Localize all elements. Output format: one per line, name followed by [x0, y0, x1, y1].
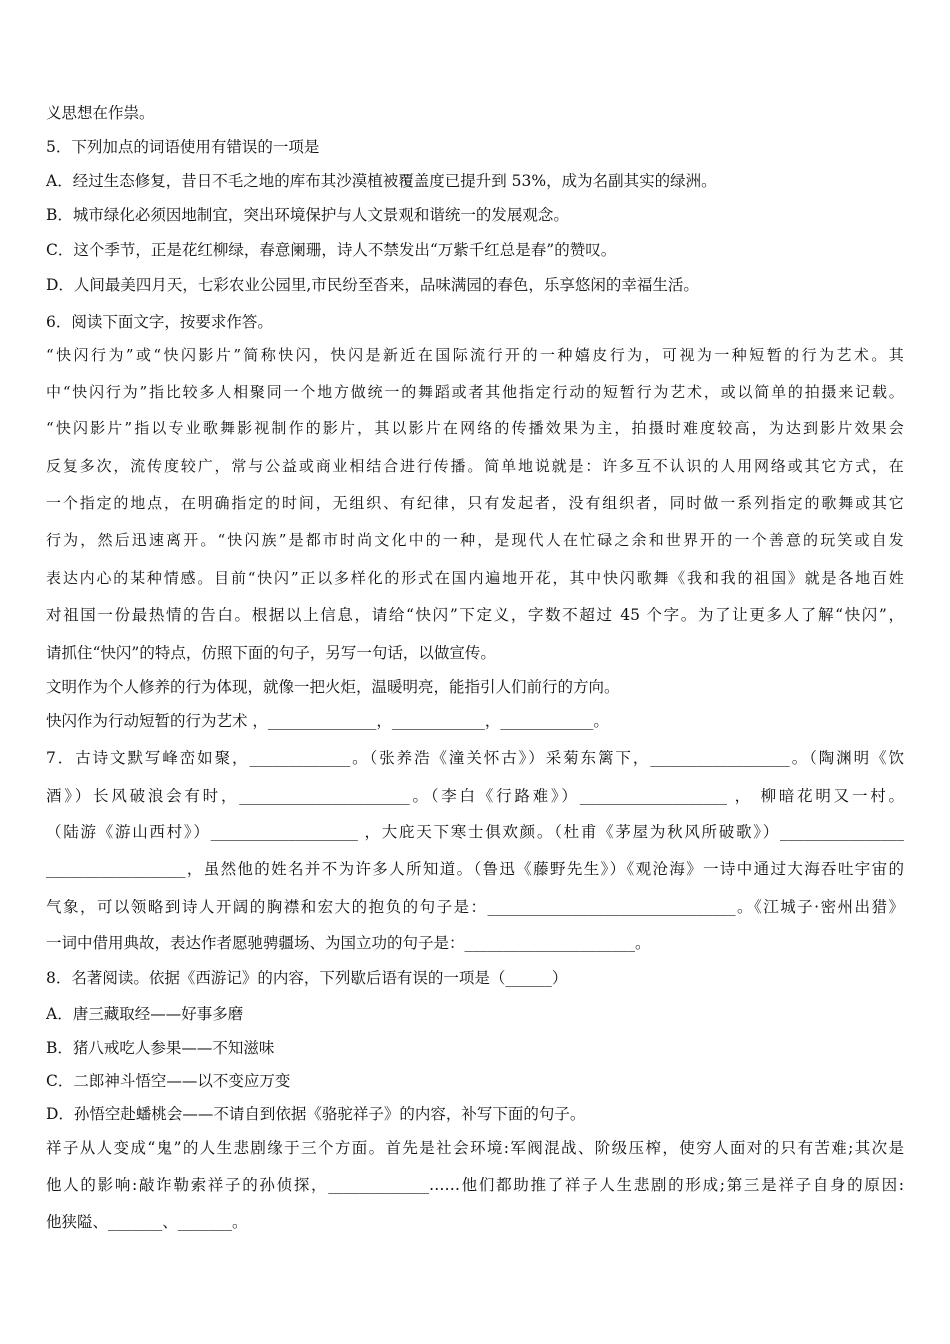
- q8-option-c: C．二郎神斗悟空——以不变应万变: [46, 1072, 291, 1090]
- q6-passage-line: “快闪行为”或“快闪影片”简称快闪，快闪是新近在国际流行开的一种嬉皮行为，可视为一种短暂的行为艺术。其: [46, 346, 904, 364]
- q7-line: __________________，虽然他的姓名并不为许多人所知道。（鲁迅《藤野先生》）《观沧海》一诗中通过大海吞吐宇宙的: [46, 860, 904, 878]
- q7-line: 气象，可以领略到诗人开阔的胸襟和宏大的抱负的句子是：________________________________。《江城子·密州出猎》: [46, 898, 904, 916]
- q6-passage-line: 反复多次，流传度较广，常与公益或商业相结合进行传播。简单地说就是：许多互不认识的人用网络或其它方式，在: [46, 457, 904, 475]
- q5-option-a: A．经过生态修复，昔日不毛之地的库布其沙漠植被覆盖度已提升到 53%，成为名副其实的绿洲。: [46, 172, 717, 190]
- q7-line: 7．古诗文默写峰峦如聚，_____________。（张养浩《潼关怀古》）采菊东篱下，__________________。（陶渊明《饮: [46, 749, 904, 767]
- q6-passage-line: “快闪影片”指以专业歌舞影视制作的影片，其以影片在网络的传播效果为主，拍摄时难度较高，为达到影片效果会: [46, 419, 904, 437]
- q5-stem: 5．下列加点的词语使用有错误的一项是: [46, 138, 320, 156]
- q5-option-b: B．城市绿化必须因地制宜，突出环境保护与人文景观和谐统一的发展观念。: [46, 206, 569, 224]
- q4-tail: 义思想在作祟。: [46, 104, 155, 122]
- q7-line: （陆游《游山西村》）___________________ ，大庇天下寒士俱欢颜。（杜甫《茅屋为秋风所破歌》）________________: [46, 823, 904, 841]
- q6-passage-line: 行为，然后迅速离开。“快闪族”是都市时尚文化中的一种，是现代人在忙碌之余和世界开的一个善意的玩笑或自发: [46, 531, 904, 549]
- q8-xiangzi-line: 祥子从人变成“鬼”的人生悲剧缘于三个方面。首先是社会环境:军阀混战、阶级压榨，使穷人面对的只有苦难;其次是: [46, 1139, 904, 1157]
- q6-task-line: 请抓住“快闪”的特点，仿照下面的句子，另写一句话，以做宣传。: [46, 644, 496, 662]
- q8-stem: 8．名著阅读。依据《西游记》的内容，下列歇后语有误的一项是（______）: [46, 969, 568, 987]
- q8-xiangzi-line: 他狭隘、_______、_______。: [46, 1213, 248, 1231]
- q6-answer-line: 快闪作为行动短暂的行为艺术 ，______________，____________，____________。: [46, 712, 609, 730]
- q5-option-d: D．人间最美四月天，七彩农业公园里,市民纷至沓来，品味满园的春色，乐享悠闲的幸福生活。: [46, 276, 699, 294]
- q7-line: 酒》）长风破浪会有时，______________________。（李白《行路难》）___________________ ， 柳暗花明又一村。: [46, 787, 904, 805]
- q5-option-c: C．这个季节，正是花红柳绿，春意阑珊，诗人不禁发出“万紫千红总是春”的赞叹。: [46, 241, 617, 259]
- q6-passage-line: 中“快闪行为”指比较多人相聚同一个地方做统一的舞蹈或者其他指定行动的短暂行为艺术，或以简单的拍摄来记载。: [46, 383, 904, 401]
- q6-example-sentence: 文明作为个人修养的行为体现，就像一把火炬，温暖明亮，能指引人们前行的方向。: [46, 678, 620, 696]
- q8-xiangzi-line: 他人的影响:敲诈勒索祥子的孙侦探，_____________……他们都助推了祥子人生悲剧的形成;第三是祥子自身的原因:: [46, 1176, 904, 1194]
- q6-stem: 6．阅读下面文字，按要求作答。: [46, 313, 273, 331]
- q8-option-b: B．猪八戒吃人参果——不知滋味: [46, 1039, 275, 1057]
- q6-passage-line: 表达内心的某种情感。目前“快闪”正以多样化的形式在国内遍地开花，其中快闪歌舞《我和我的祖国》就是各地百姓: [46, 569, 904, 587]
- q6-passage-line: 一个指定的地点，在明确指定的时间，无组织、有纪律，只有发起者，没有组织者，同时做一系列指定的歌舞或其它: [46, 494, 904, 512]
- q7-line: 一词中借用典故，表达作者愿驰骋疆场、为国立功的句子是：______________________。: [46, 934, 651, 952]
- q8-option-d: D．孙悟空赴蟠桃会——不请自到依据《骆驼祥子》的内容，补写下面的句子。: [46, 1105, 586, 1123]
- q6-task-line: 对祖国一份最热情的告白。根据以上信息，请给“快闪”下定义，字数不超过 45 个字。为了让更多人了解“快闪”，: [46, 606, 904, 624]
- q8-option-a: A．唐三藏取经——好事多磨: [46, 1005, 244, 1023]
